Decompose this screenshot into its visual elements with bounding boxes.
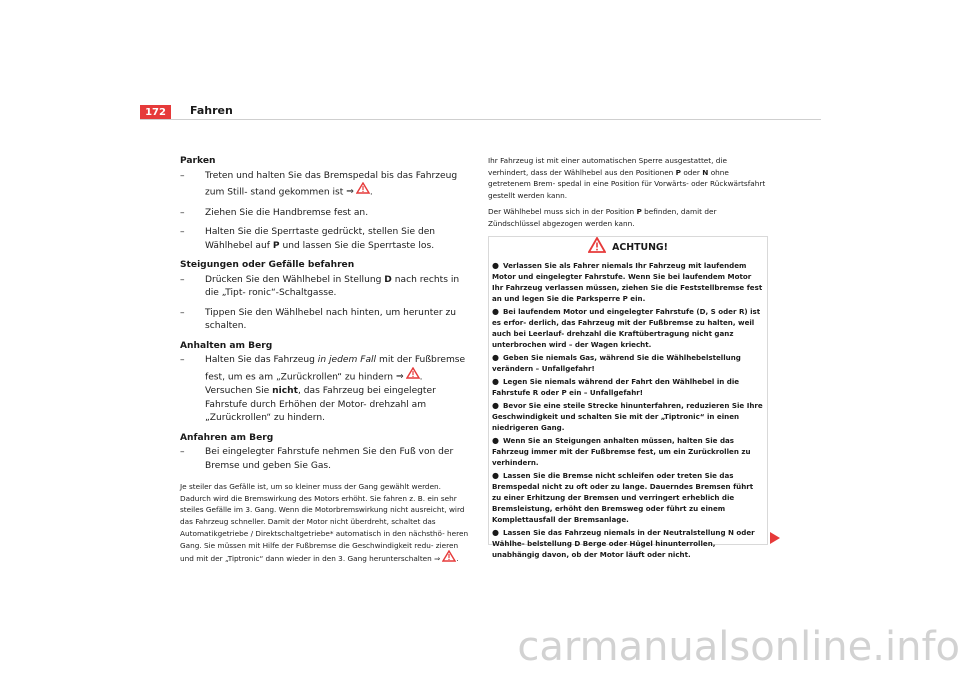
list-item: ● Geben Sie niemals Gas, während Sie die Wählhebelstellung verändern – Unfallgefahr! [492, 353, 741, 373]
right-column [488, 155, 766, 233]
key-paragraph: Der Wählhebel muss sich in der Position P befinden, damit der Zündschlüssel abgezogen werden kann. [488, 206, 717, 228]
list-item: – Halten Sie die Sperrtaste gedrückt, stellen Sie den Wählhebel auf P und lassen Sie die Sperrtaste los. [180, 227, 436, 251]
next-page-arrow-icon[interactable] [769, 530, 781, 549]
warning-title: ACHTUNG! [612, 241, 668, 253]
list-item: – Tippen Sie den Wählhebel nach hinten, um herunter zu schalten. [180, 307, 457, 331]
warning-list [492, 260, 764, 562]
list-item: ● Bevor Sie eine steile Strecke hinunterfahren, reduzieren Sie Ihre Geschwindigkeit und schalten Sie mit der „Tiptronic“ in einen niedrigeren Gang. [492, 401, 763, 432]
dash-marker: – [180, 207, 185, 218]
list-item: – Bei eingelegter Fahrstufe nehmen Sie den Fuß von der Bremse und geben Sie Gas. [180, 447, 454, 471]
note-paragraph: Je steiler das Gefälle ist, um so kleiner muss der Gang gewählt werden. Dadurch wird die Bremswirkung des Motors erhöht. Sie fahren z. B. ein sehr steiles Gefälle im 3. Gang. Wenn die Motorbremswirkung nicht ausreicht, wird das Fahrzeug schneller. Damit der Motor nicht überdreht, schaltet das Automatikgetriebe / Direktschaltgetriebe* automatisch in den nächsthö- heren Gang. Sie müssen mit Hilfe der Fußbremse die Geschwindigkeit redu- zieren und mit der „Tiptronic“ dann wieder in den 3. Gang herunterschalten ⇒ . [180, 481, 472, 567]
left-column [180, 155, 472, 567]
heading-anfahren: Anfahren am Berg [180, 432, 274, 443]
arrow-right-icon: ⇒ [434, 554, 441, 564]
header-rule [140, 119, 821, 120]
list-item: – Treten und halten Sie das Bremspedal bis das Fahrzeug zum Still- stand gekommen ist ⇒ . [180, 170, 472, 201]
warning-box [488, 236, 768, 559]
bullet-icon: ● [492, 307, 499, 316]
arrow-right-icon: ⇒ [346, 187, 354, 198]
list-item: ● Legen Sie niemals während der Fahrt den Wählhebel in die Fahrstufe R oder P ein – Unfallgefahr! [492, 377, 740, 397]
dash-marker: – [180, 227, 185, 237]
bullet-icon: ● [492, 528, 499, 537]
page-number: 172 [140, 105, 171, 120]
bullet-icon: ● [492, 353, 499, 362]
list-item: – Drücken Sie den Wählhebel in Stellung D nach rechts in die „Tipt- ronic“-Schaltgasse. [180, 274, 460, 298]
warning-triangle-icon[interactable] [356, 182, 370, 200]
bullet-icon: ● [492, 401, 499, 410]
list-item: ● Bei laufendem Motor und eingelegter Fahrstufe (D, S oder R) ist es erfor- derlich, das Fahrzeug mit der Fußbremse zu halten, weil auch bei Leerlauf- drehzahl die Kraftübertragung nicht ganz unterbrochen wird – der Wagen kriecht. [492, 307, 761, 349]
warning-triangle-icon[interactable] [442, 550, 456, 566]
dash-marker: – [180, 307, 185, 318]
bullet-icon: ● [492, 436, 499, 445]
bullet-icon: ● [492, 471, 499, 480]
dash-marker: – [180, 274, 185, 285]
warning-triangle-icon[interactable] [406, 367, 420, 385]
bullet-icon: ● [492, 377, 499, 386]
lock-paragraph: Ihr Fahrzeug ist mit einer automatischen Sperre ausgestattet, die verhindert, dass der Wählhebel aus den Positionen P oder N ohne getretenem Brem- spedal in eine Position für Vorwärts- oder Rückwärtsfahrt gestellt werden kann. [488, 156, 766, 201]
list-item: – Ziehen Sie die Handbremse fest an. [180, 207, 472, 221]
warning-triangle-icon [588, 237, 606, 257]
list-item: ● Lassen Sie das Fahrzeug niemals in der Neutralstellung N oder Wählhe- belstellung D Berge oder Hügel hinunterrollen, unabhängig davon, ob der Motor läuft oder nicht. [492, 528, 755, 559]
list-item: ● Wenn Sie an Steigungen anhalten müssen, halten Sie das Fahrzeug immer mit der Fußbremse fest, um ein Zurückrollen zu verhindern. [492, 436, 751, 467]
dash-marker: – [180, 170, 185, 181]
heading-anhalten: Anhalten am Berg [180, 340, 273, 351]
list-item: – Halten Sie das Fahrzeug in jedem Fall mit der Fußbremse fest, um es am „Zurückrollen“ zu hindern ⇒ . Versuchen Sie nicht, das Fahrzeug bei eingelegter Fahrstufe durch Erhöhen der Motor- drehzahl am „Zurückrollen“ zu hindern. [180, 355, 466, 423]
list-item: ● Lassen Sie die Bremse nicht schleifen oder treten Sie das Bremspedal nicht zu oft oder zu lange. Dauerndes Bremsen führt zu einer Erhitzung der Bremsen und verringert erheblich die Bremsleistung, erhöht den Bremsweg oder führt zu einem Komplettausfall der Bremsanlage. [492, 471, 754, 524]
arrow-right-icon: ⇒ [395, 371, 404, 382]
dash-marker: – [180, 447, 185, 457]
bullet-icon: ● [492, 261, 499, 270]
heading-steigungen: Steigungen oder Gefälle befahren [180, 260, 355, 270]
list-item: ● Verlassen Sie als Fahrer niemals Ihr Fahrzeug mit laufendem Motor und eingelegter Fahrstufe. Wenn Sie bei laufendem Motor Ihr Fahrzeug verlassen müssen, ziehen Sie die Feststellbremse fest an und legen Sie die Parksperre P ein. [492, 261, 763, 303]
heading-parken: Parken [180, 156, 216, 166]
chapter-title: Fahren [190, 104, 233, 117]
watermark: carmanualsonline.info [517, 624, 960, 670]
warning-header [489, 237, 767, 257]
dash-marker: – [180, 355, 185, 365]
